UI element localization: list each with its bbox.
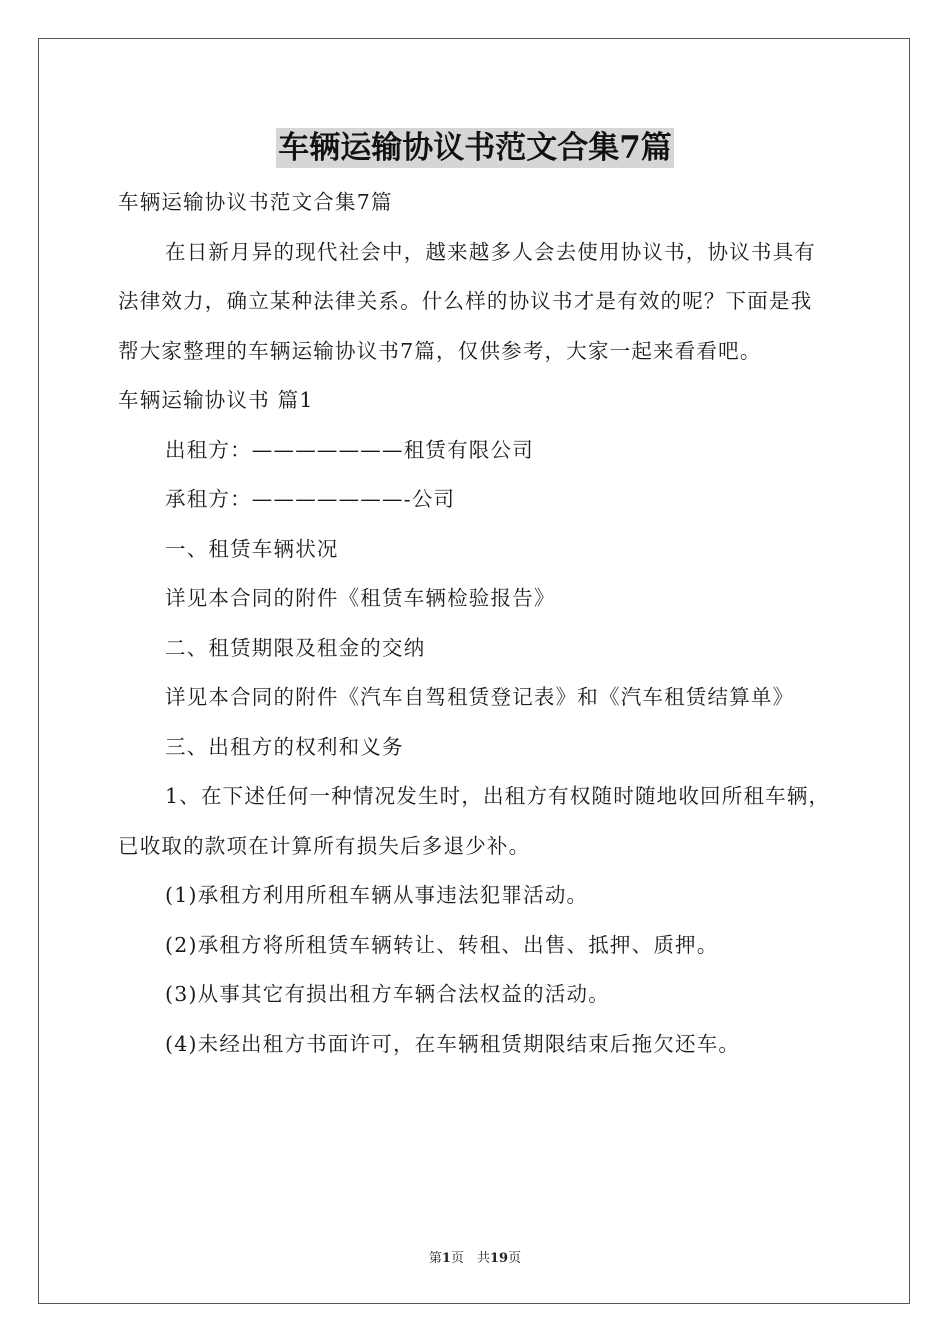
footer-suffix: 页 [508, 1251, 522, 1266]
footer-prefix: 第 [428, 1251, 442, 1266]
paragraph: 1、在下述任何一种情况发生时，出租方有权随时随地收回所租车辆，已收取的款项在计算所有损失后多退少补。 [118, 784, 831, 858]
paragraph: 一、租赁车辆状况 [165, 536, 339, 561]
paragraph: 二、租赁期限及租金的交纳 [165, 635, 426, 660]
paragraph: (4)未经出租方书面许可，在车辆租赁期限结束后拖欠还车。 [165, 1031, 741, 1056]
total-page-number: 19 [489, 1251, 509, 1266]
paragraph: (1)承租方利用所租车辆从事违法犯罪活动。 [165, 883, 589, 907]
paragraph: 车辆运输协议书范文合集7篇 [118, 190, 393, 214]
title-container [0, 128, 950, 168]
paragraph: (2)承租方将所租赁车辆转让、转租、出售、抵押、质押。 [165, 932, 719, 957]
footer-middle: 页 共 [450, 1251, 490, 1266]
paragraph: 承租方：———————-公司 [165, 487, 456, 511]
paragraph: 在日新月异的现代社会中，越来越多人会去使用协议书，协议书具有法律效力，确立某种法律关系。什么样的协议书才是有效的呢？下面是我帮大家整理的车辆运输协议书7篇，仅供参考，大家一起来看看吧。 [118, 239, 816, 363]
paragraph: 车辆运输协议书 篇1 [118, 388, 314, 412]
paragraph: 三、出租方的权利和义务 [165, 734, 404, 759]
paragraph: 详见本合同的附件《租赁车辆检验报告》 [165, 586, 556, 610]
paragraph: 出租方：———————租赁有限公司 [165, 437, 534, 462]
document-body [118, 178, 834, 1069]
page-footer [0, 1247, 950, 1266]
paragraph: 详见本合同的附件《汽车自驾租赁登记表》和《汽车租赁结算单》 [165, 685, 795, 709]
paragraph: (3)从事其它有损出租方车辆合法权益的活动。 [165, 982, 610, 1006]
document-title: 车辆运输协议书范文合集7篇 [278, 130, 672, 166]
current-page-number: 1 [441, 1251, 451, 1266]
